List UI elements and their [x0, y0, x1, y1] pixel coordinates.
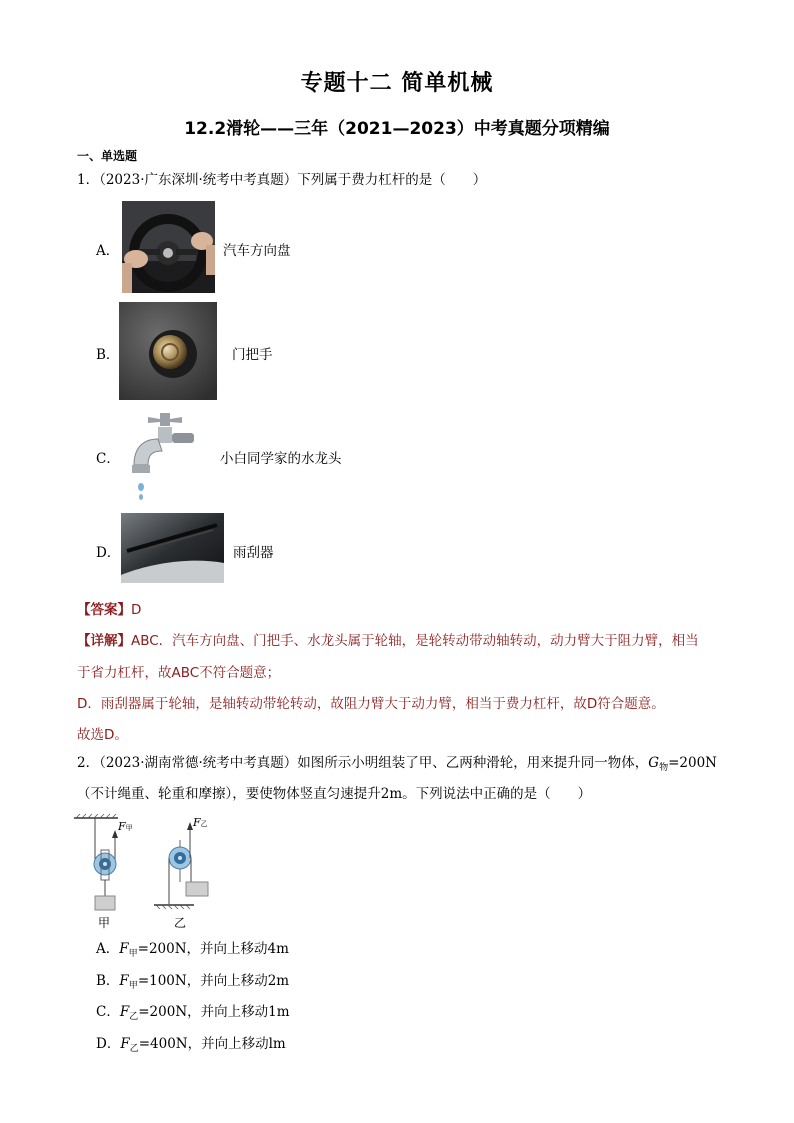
- caption-yi: 乙: [174, 916, 187, 930]
- q1-option-c-letter: C．: [96, 451, 120, 467]
- page-subtitle: 12.2滑轮——三年（2021—2023）中考真题分项精编: [184, 119, 610, 139]
- q2-stem-g-sub: 物: [659, 763, 669, 773]
- steering-wheel-icon: [122, 201, 215, 293]
- caption-jia: 甲: [98, 916, 111, 930]
- q1-option-a-text: 汽车方向盘: [223, 243, 291, 259]
- q1-option-b-letter: B．: [96, 347, 120, 363]
- q2-option-b: B．$F_甲=100N$，并向上移动2m: [96, 973, 290, 991]
- force-label-left: F甲: [118, 820, 133, 833]
- q2-option-a: A．$F_甲=200N$，并向上移动4m: [96, 941, 289, 959]
- wiper-icon: [121, 513, 224, 583]
- q1-detail-line-2: 于省力杠杆，故ABC不符合题意；: [77, 665, 281, 681]
- detail-text-1: ABC．汽车方向盘、门把手、水龙头属于轮轴，是轮转动带动轴转动，动力臂大于阻力臂，相当: [131, 633, 699, 649]
- answer-value: D: [131, 602, 142, 618]
- door-knob-icon: [119, 302, 217, 400]
- q2-stem-g: G: [648, 755, 660, 771]
- question-2-stem-line-1: [77, 755, 717, 773]
- question-2-stem-line-2: （不计绳重、轮重和摩擦），要使物体竖直匀速提升2m。下列说法中正确的是（ ）: [77, 786, 592, 802]
- section-heading: 一、单选题: [77, 149, 138, 163]
- question-1-stem: 1．（2023·广东深圳·统考中考真题）下列属于费力杠杆的是（ ）: [77, 172, 487, 188]
- page-title: 专题十二 简单机械: [300, 71, 494, 96]
- q1-detail-line-3: D．雨刮器属于轮轴，是轴转动带轮转动，故阻力臂大于动力臂，相当于费力杠杆，故D符合题意。: [77, 696, 665, 712]
- q2-option-c: C．$F_乙=200N$，并向上移动1m: [96, 1004, 290, 1022]
- q2-stem-g-value: =200N: [668, 755, 717, 771]
- q1-answer: [77, 598, 141, 618]
- q1-option-d-text: 雨刮器: [233, 545, 274, 561]
- pulley-diagram: [70, 812, 220, 932]
- q1-detail-line-4: 故选D。: [77, 727, 128, 743]
- detail-label: 【详解】: [77, 633, 131, 649]
- q1-detail-line-1: [77, 629, 699, 649]
- faucet-icon: [122, 409, 206, 501]
- q1-option-b-text: 门把手: [232, 347, 273, 363]
- q1-option-a-letter: A．: [96, 243, 120, 259]
- force-label-right: F乙: [193, 816, 208, 829]
- q2-option-d: D．$F_乙=400N$，并向上移动lm: [96, 1036, 286, 1054]
- q1-option-d-letter: D．: [96, 545, 121, 561]
- answer-label: 【答案】: [77, 602, 131, 618]
- q2-stem-text: 2．（2023·湖南常德·统考中考真题）如图所示小明组装了甲、乙两种滑轮，用来提升同一物体，: [77, 755, 649, 771]
- pulley-figure: [70, 812, 220, 932]
- q1-option-c-text: 小白同学家的水龙头: [220, 451, 342, 467]
